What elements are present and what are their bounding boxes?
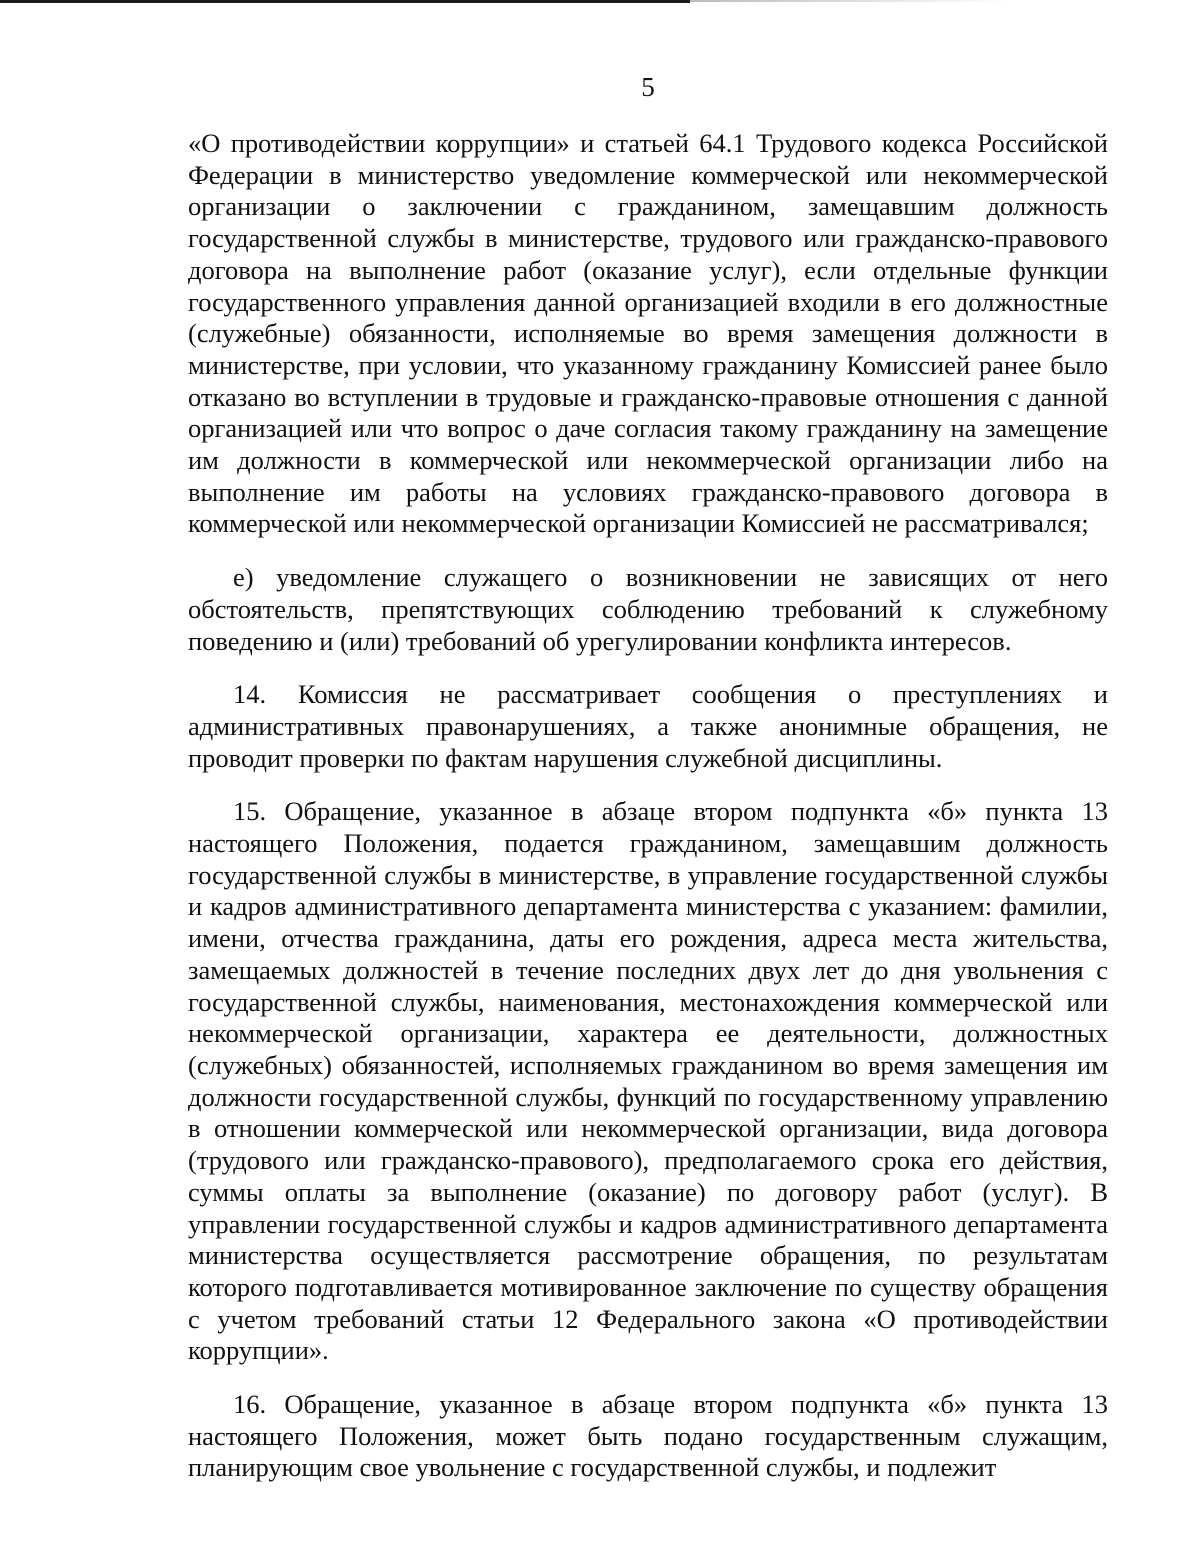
document-body bbox=[188, 128, 1108, 1484]
paragraph-continuation: «О противодействии коррупции» и статьей 64.1 Трудового кодекса Российской Федерации в министерство уведомление коммерческой или некоммерческой организации о заключении с гражданином, замещавшим должность государственной службы в министерстве, трудового или гражданско-правового договора на выполнение работ (оказание услуг), если отдельные функции государственного управления данной организацией входили в его должностные (служебные) обязанности, исполняемые во время замещения должности в министерстве, при условии, что указанному гражданину Комиссией ранее было отказано во вступлении в трудовые и гражданско-правовые отношения с данной организацией или что вопрос о даче согласия такому гражданину на замещение им должности в коммерческой или некоммерческой организации либо на выполнение им работы на условиях гражданско-правового договора в коммерческой или некоммерческой организации Комиссией не рассматривался; bbox=[188, 128, 1108, 539]
page-number: 5 bbox=[641, 72, 655, 102]
paragraph-item-e: е) уведомление служащего о возникновении не зависящих от него обстоятельств, препятствующих соблюдению требований к служебному поведению и (или) требований об урегулировании конфликта интересов. bbox=[188, 562, 1108, 656]
scan-border-fade bbox=[690, 0, 1010, 2]
scan-border-line bbox=[0, 0, 690, 3]
paragraph-16: 16. Обращение, указанное в абзаце втором подпункта «б» пункта 13 настоящего Положения, может быть подано государственным служащим, планирующим свое увольнение с государственной службы, и подлежит bbox=[188, 1389, 1108, 1483]
paragraph-15: 15. Обращение, указанное в абзаце втором подпункта «б» пункта 13 настоящего Положения, подается гражданином, замещавшим должность государственной службы в министерстве, в управление государственной службы и кадров административного департамента министерства с указанием: фамилии, имени, отчества гражданина, даты его рождения, адреса места жительства, замещаемых должностей в течение последних двух лет до дня увольнения с государственной службы, наименования, местонахождения коммерческой или некоммерческой организации, характера ее деятельности, должностных (служебных) обязанностей, исполняемых гражданином во время замещения им должности государственной службы, функций по государственному управлению в отношении коммерческой или некоммерческой организации, вида договора (трудового или гражданско-правового), предполагаемого срока его действия, суммы оплаты за выполнение (оказание) по договору работ (услуг). В управлении государственной службы и кадров административного департамента министерства осуществляется рассмотрение обращения, по результатам которого подготавливается мотивированное заключение по существу обращения с учетом требований статьи 12 Федерального закона «О противодействии коррупции». bbox=[188, 796, 1108, 1366]
paragraph-14: 14. Комиссия не рассматривает сообщения о преступлениях и административных правонарушениях, а также анонимные обращения, не проводит проверки по фактам нарушения служебной дисциплины. bbox=[188, 679, 1108, 773]
